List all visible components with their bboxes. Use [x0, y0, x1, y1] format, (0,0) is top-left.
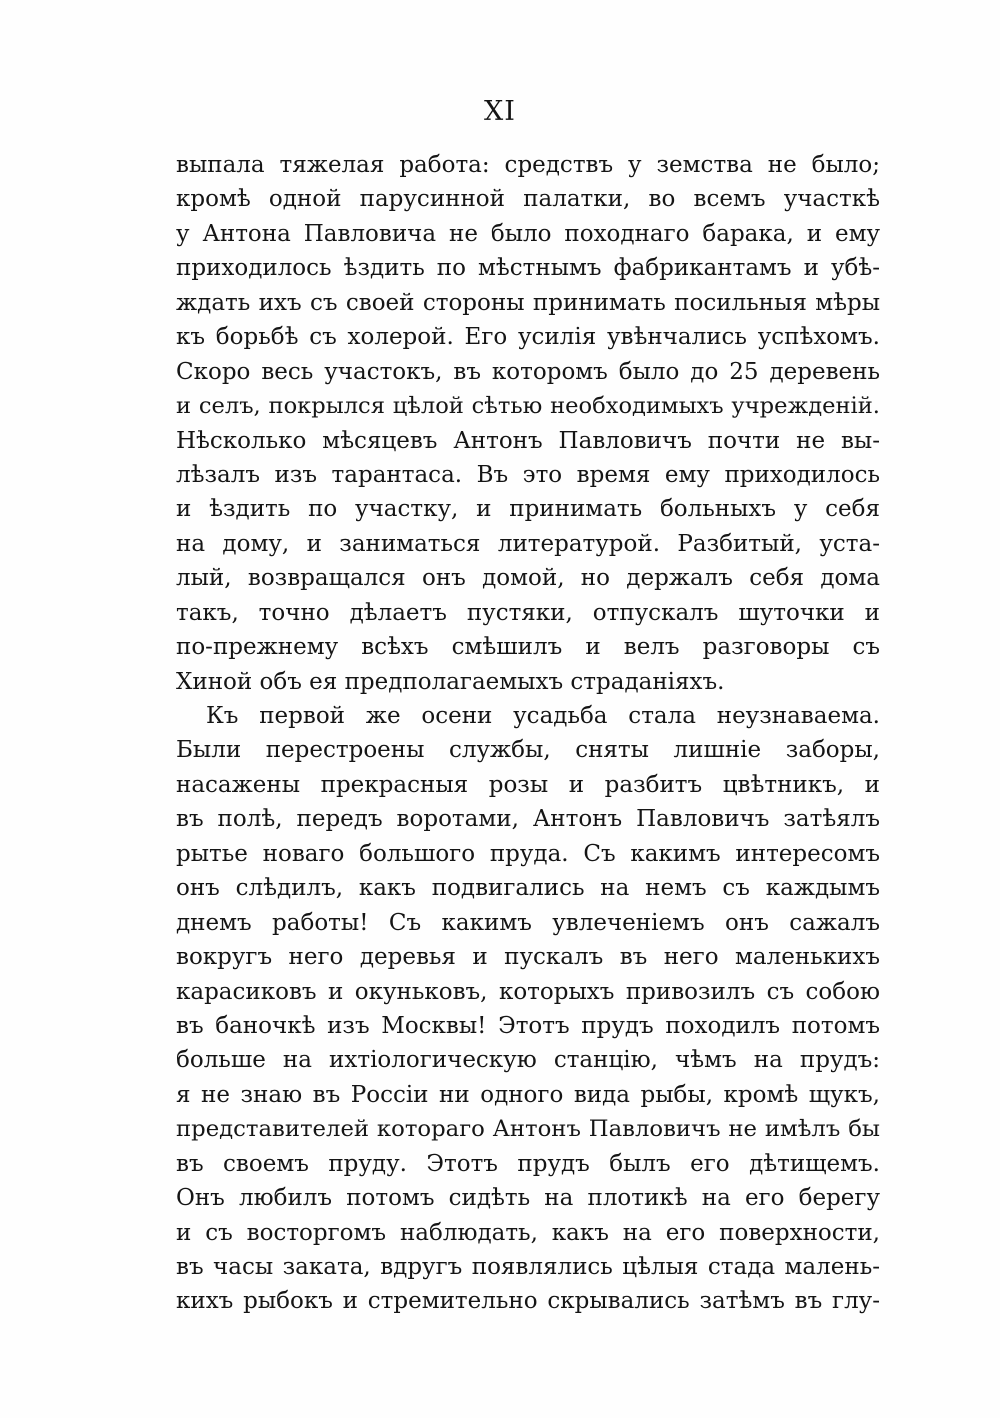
text-line: Онъ любилъ потомъ сидѣть на плотикѣ на его берегу	[176, 1185, 880, 1212]
text-line: больше на ихтіологическую станцію, чѣмъ на прудъ:	[176, 1047, 880, 1074]
text-line: Скоро весь участокъ, въ которомъ было до 25 деревень	[176, 358, 880, 385]
text-line: кихъ рыбокъ и стремительно скрывались затѣмъ въ глу-	[176, 1288, 880, 1315]
text-line: такъ, точно дѣлаетъ пустяки, отпускалъ шуточки и	[176, 599, 880, 626]
page-number: XI	[484, 96, 516, 127]
paragraph-first-line: Къ первой же осени усадьба стала неузнаваема.	[206, 703, 880, 729]
text-line: я не знаю въ Россіи ни одного вида рыбы, кромѣ щукъ,	[176, 1081, 880, 1108]
text-line: у Антона Павловича не было походнаго барака, и ему	[176, 220, 880, 247]
text-line: лѣзалъ изъ тарантаса. Въ это время ему приходилось	[176, 461, 880, 488]
paragraph-last-line: Хиной объ ея предполагаемыхъ страданіяхъ.	[176, 668, 725, 695]
text-line: въ полѣ, передъ воротами, Антонъ Павловичъ затѣялъ	[176, 806, 880, 833]
text-line: лый, возвращался онъ домой, но держалъ себя дома	[176, 565, 880, 592]
text-line: къ борьбѣ съ холерой. Его усилія увѣнчались успѣхомъ.	[176, 324, 880, 351]
text-line: выпала тяжелая работа: средствъ у земства не было;	[176, 152, 880, 178]
text-line: насажены прекрасныя розы и разбитъ цвѣтникъ, и	[176, 771, 880, 798]
text-line: Были перестроены службы, сняты лишніе заборы,	[176, 737, 880, 764]
text-line: представителей котораго Антонъ Павловичъ не имѣлъ бы	[176, 1116, 880, 1143]
text-line: приходилось ѣздить по мѣстнымъ фабрикантамъ и убѣ-	[176, 255, 880, 282]
text-line: днемъ работы! Съ какимъ увлеченіемъ онъ сажалъ	[176, 909, 880, 936]
text-line: Нѣсколько мѣсяцевъ Антонъ Павловичъ почти не вы-	[176, 427, 880, 454]
text-line: ждать ихъ съ своей стороны принимать посильныя мѣры	[176, 289, 880, 316]
text-line: онъ слѣдилъ, какъ подвигались на немъ съ каждымъ	[176, 875, 880, 902]
text-line: и ѣздить по участку, и принимать больныхъ у себя	[176, 496, 880, 523]
body-text	[176, 148, 880, 1319]
text-line: вокругъ него деревья и пускалъ въ него маленькихъ	[176, 944, 880, 971]
text-line: по-прежнему всѣхъ смѣшилъ и велъ разговоры съ	[176, 634, 880, 661]
text-line: и съ восторгомъ наблюдать, какъ на его поверхности,	[176, 1219, 880, 1246]
text-line: въ часы заката, вдругъ появлялись цѣлыя стада малень-	[176, 1254, 880, 1280]
text-line: въ своемъ пруду. Этотъ прудъ былъ его дѣтищемъ.	[176, 1150, 880, 1177]
text-line: рытье новаго большого пруда. Съ какимъ интересомъ	[176, 840, 880, 867]
text-line: на дому, и заниматься литературой. Разбитый, уста-	[176, 530, 880, 557]
text-line: и селъ, покрылся цѣлой сѣтью необходимыхъ учрежденій.	[176, 393, 880, 420]
text-line: карасиковъ и окуньковъ, которыхъ привозилъ съ собою	[176, 978, 880, 1005]
text-line: кромѣ одной парусинной палатки, во всемъ участкѣ	[176, 186, 880, 213]
text-line: въ баночкѣ изъ Москвы! Этотъ прудъ походилъ потомъ	[176, 1012, 880, 1039]
